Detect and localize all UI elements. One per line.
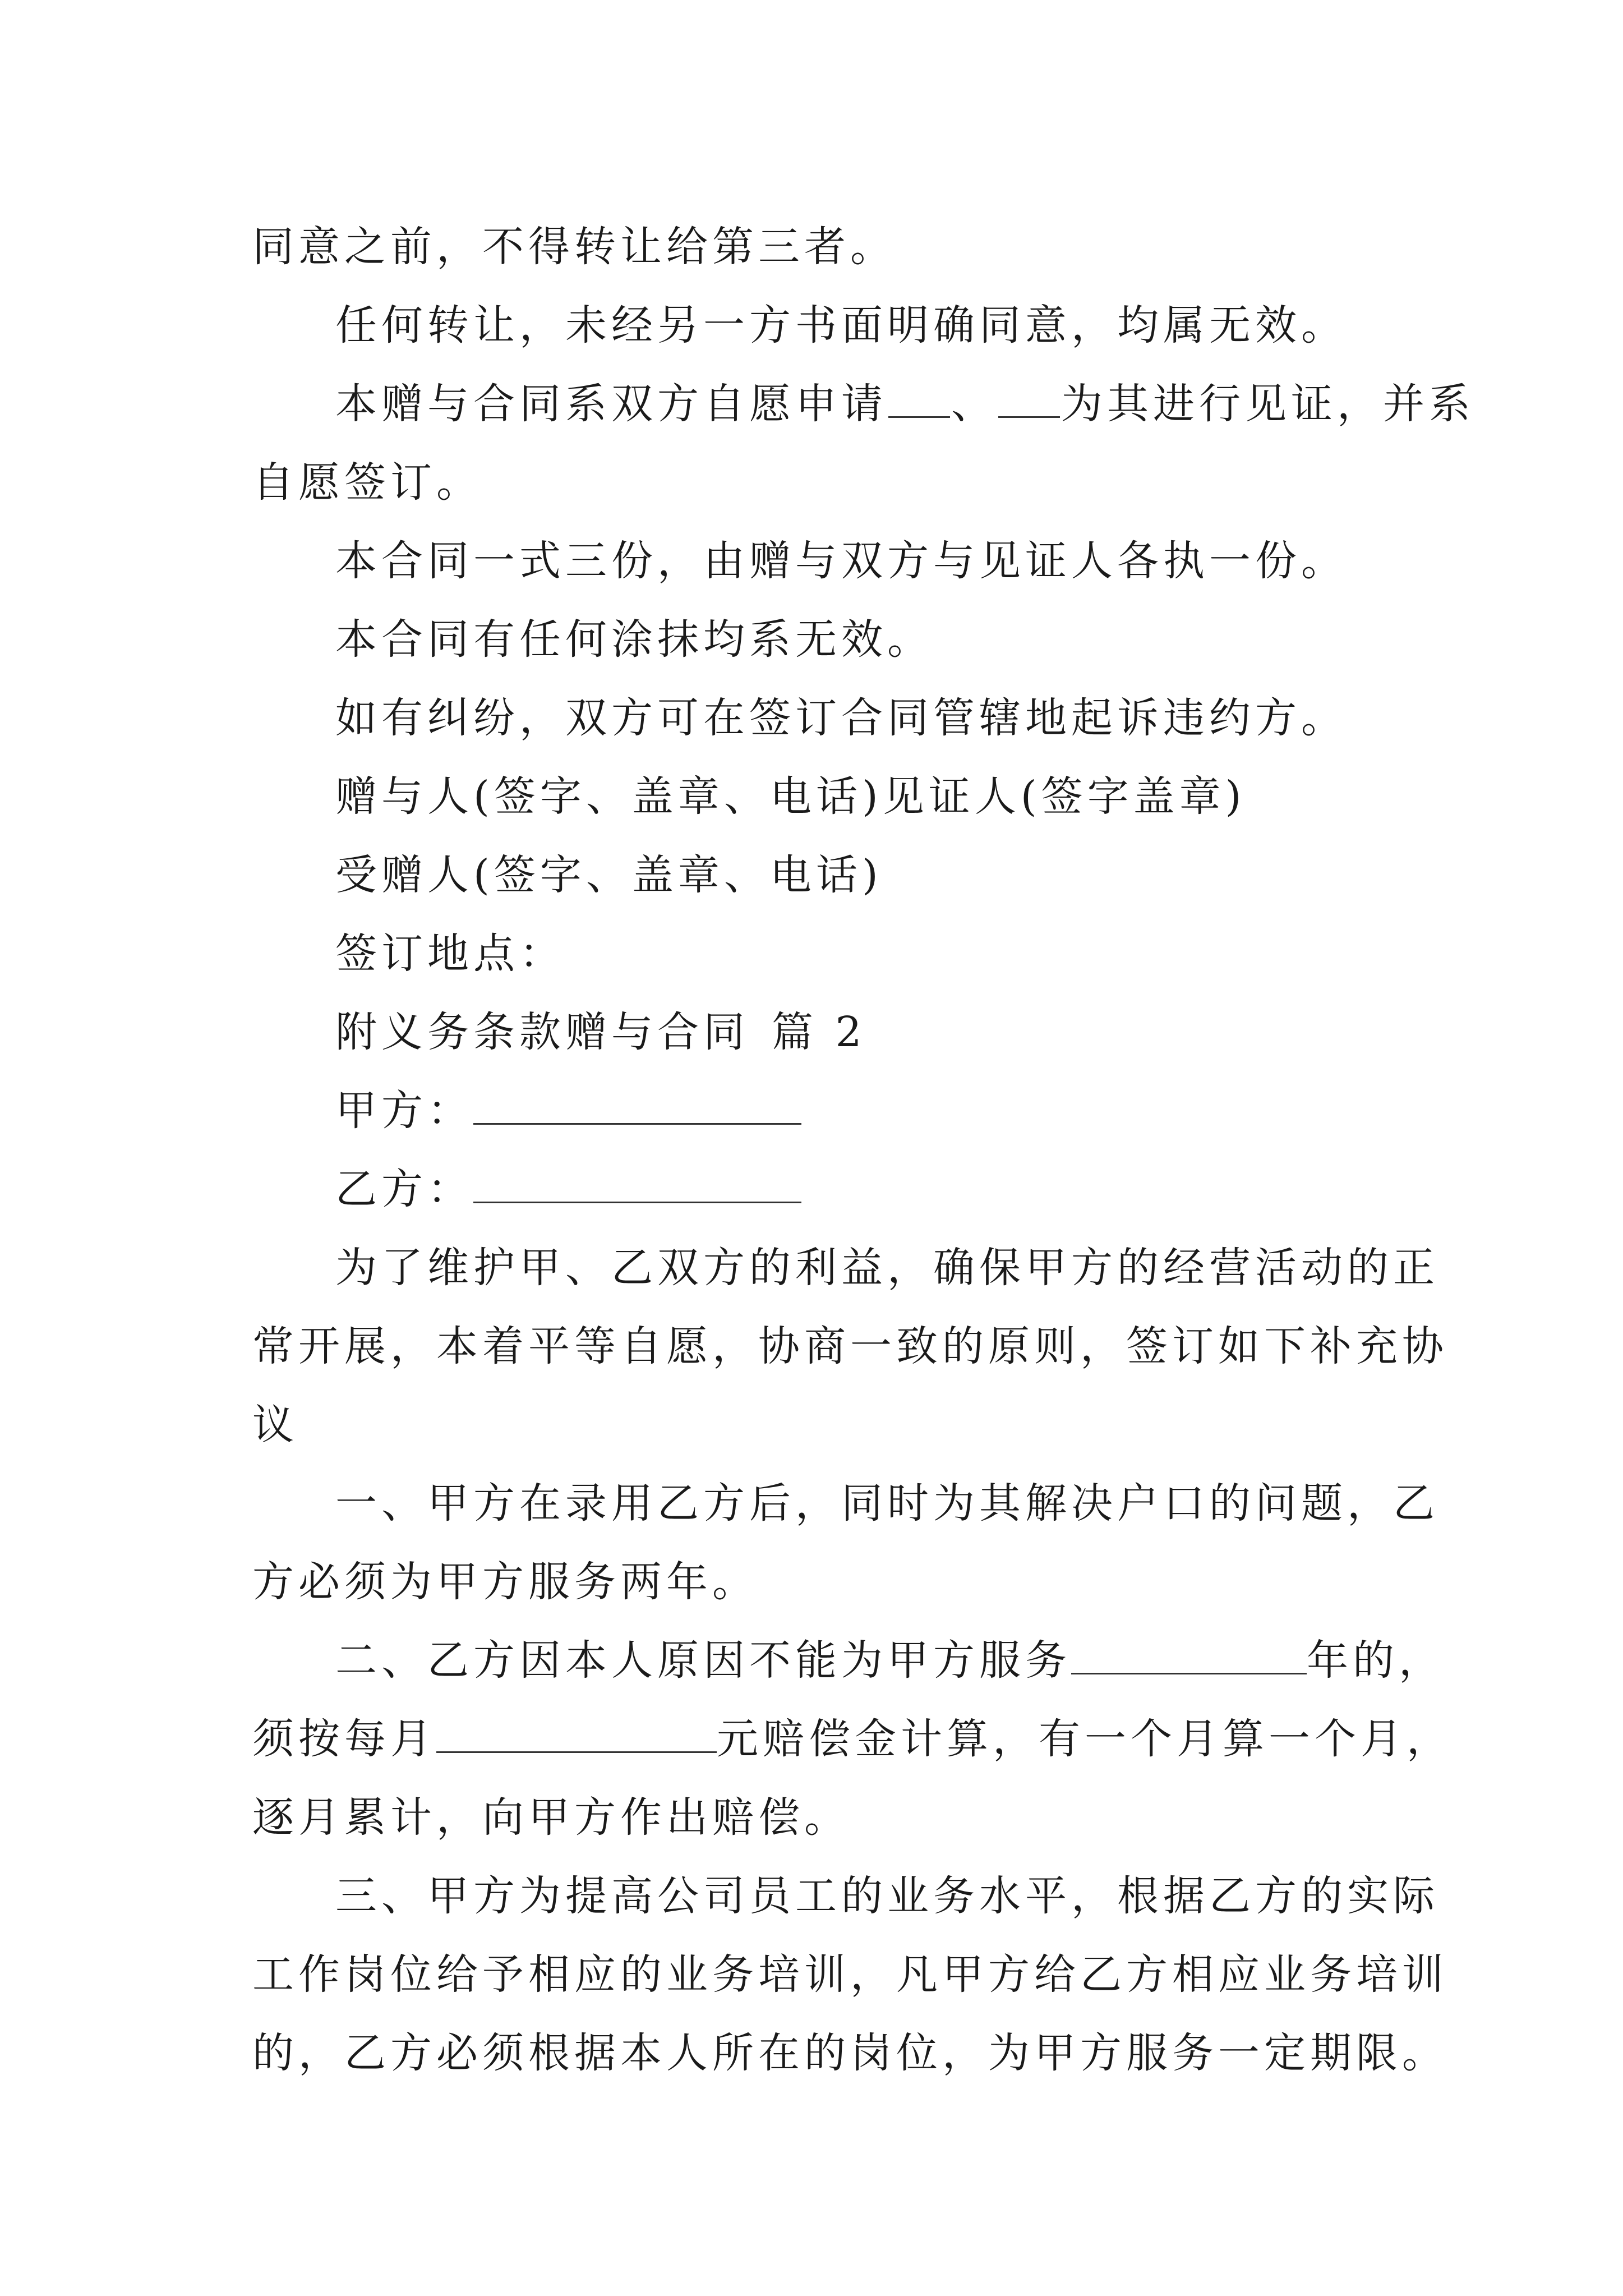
text-segment: 为其进行见证，并系 (1061, 380, 1475, 428)
party-b-line (252, 1150, 1396, 1228)
signature-line-donee: 受赠人(签字、盖章、电话) (335, 851, 883, 899)
party-b-blank (473, 1162, 801, 1203)
paragraph-line: 本合同有任何涂抹均系无效。 (335, 615, 933, 664)
paragraph-line: 任何转让，未经另一方书面明确同意，均属无效。 (335, 301, 1347, 349)
text-segment: 本赠与合同系双方自愿申请 (335, 380, 887, 428)
paragraph-line: 方必须为甲方服务两年。 (252, 1558, 758, 1606)
paragraph-line: 一、甲方在录用乙方后，同时为其解决户口的问题，乙 (335, 1479, 1439, 1527)
paragraph-line: 议 (252, 1401, 298, 1449)
party-a-label: 甲方： (335, 1087, 473, 1135)
party-a-blank (473, 1084, 801, 1125)
text-segment: 、 (951, 380, 997, 428)
amount-blank (436, 1712, 717, 1753)
paragraph-line: 同意之前，不得转让给第三者。 (252, 223, 896, 271)
signature-line-donor: 赠与人(签字、盖章、电话)见证人(签字盖章) (335, 772, 1246, 821)
paragraph-line: 逐月累计，向甲方作出赔偿。 (252, 1793, 850, 1842)
paragraph-line (252, 1621, 1445, 1700)
party-a-line (252, 1071, 1396, 1150)
paragraph-line: 工作岗位给予相应的业务培训，凡甲方给乙方相应业务培训 (252, 1950, 1448, 1999)
text-segment: 元赔偿金计算，有一个月算一个月， (717, 1715, 1453, 1763)
witness-blank-2 (998, 377, 1060, 418)
paragraph-line: 为了维护甲、乙双方的利益，确保甲方的经营活动的正 (335, 1244, 1439, 1292)
paragraph-line (252, 365, 1475, 443)
paragraph-line: 自愿签订。 (252, 458, 482, 507)
years-blank (1071, 1634, 1307, 1674)
text-segment: 年的， (1307, 1636, 1445, 1685)
paragraph-line: 本合同一式三份，由赠与双方与见证人各执一份。 (335, 537, 1347, 585)
signing-place: 签订地点： (335, 930, 565, 978)
heading-title: 附义务条款赠与合同 (335, 1008, 749, 1056)
heading-number: 篇 2 (772, 1008, 866, 1056)
paragraph-line: 常开展，本着平等自愿，协商一致的原则，签订如下补充协 (252, 1322, 1448, 1370)
text-segment: 二、乙方因本人原因不能为甲方服务 (335, 1636, 1071, 1685)
paragraph-line (252, 1700, 1453, 1778)
witness-blank-1 (888, 377, 950, 418)
paragraph-line: 三、甲方为提高公司员工的业务水平，根据乙方的实际 (335, 1872, 1439, 1920)
document-page (252, 208, 1475, 2092)
text-segment: 须按每月 (252, 1715, 436, 1763)
paragraph-line: 如有纠纷，双方可在签订合同管辖地起诉违约方。 (335, 694, 1347, 742)
party-b-label: 乙方： (335, 1165, 473, 1213)
paragraph-line: 的，乙方必须根据本人所在的岗位，为甲方服务一定期限。 (252, 2029, 1448, 2077)
section-heading (252, 993, 1396, 1071)
